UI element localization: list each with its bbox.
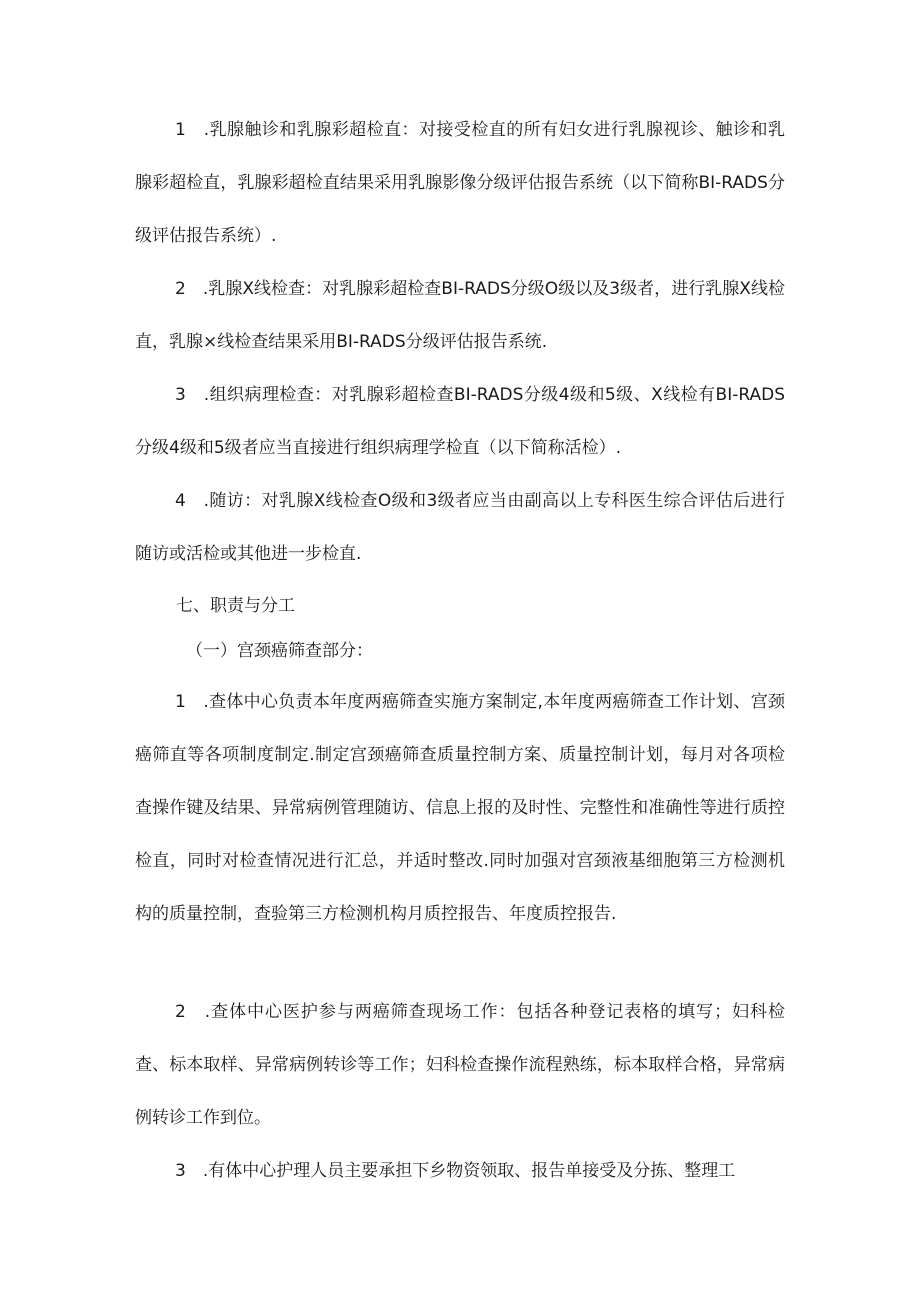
section-heading-duties: 七、职责与分工: [176, 596, 295, 616]
paragraph-follow-up: 4 .随访：对乳腺X线检查O级和3级者应当由副高以上专科医生综合评估后进行随访或活检或其他进一步检直.: [135, 491, 785, 564]
subsection-heading-cervical: （一）宫颈癌筛查部分：: [186, 641, 373, 661]
paragraph-breast-palpation-ultrasound: 1 .乳腺触诊和乳腺彩超检直：对接受检直的所有妇女进行乳腺视诊、触诊和乳腺彩超检直，乳腺彩超检直结果采用乳腺影像分级评估报告系统（以下简称BI-RADS分级评估报告系统）.: [135, 120, 785, 246]
paragraph-center-responsibilities: 1 .查体中心负责本年度两癌筛查实施方案制定,本年度两癌筛查工作计划、宫颈癌筛直等各项制度制定.制定宫颈癌筛查质量控制方案、质量控制计划，每月对各项检查操作键及结果、异常病例管理随访、信息上报的及时性、完整性和准确性等进行质控检直，同时对检查情况进行汇总，并适时整改.同时加强对宫颈液基细胞第三方检测机构的质量控制，查验第三方检测机构月质控报告、年度质控报告.: [135, 692, 785, 924]
paragraph-medical-staff: 2 .查体中心医护参与两癌筛查现场工作：包括各种登记表格的填写；妇科检查、标本取样、异常病例转诊等工作；妇科检查操作流程熟练，标本取样合格，异常病例转诊工作到位。: [135, 1002, 785, 1128]
paragraph-breast-xray: 2 .乳腺X线检查：对乳腺彩超检查BI-RADS分级O级以及3级者，进行乳腺X线检直，乳腺×线检查结果采用BI-RADS分级评估报告系统.: [135, 279, 785, 352]
paragraph-nursing-staff: 3 .有体中心护理人员主要承担下乡物资领取、报告单接受及分拣、整理工: [175, 1161, 736, 1181]
paragraph-pathology: 3 .组织病理检查：对乳腺彩超检查BI-RADS分级4级和5级、X线检有BI-RADS分级4级和5级者应当直接进行组织病理学检直（以下简称活检）.: [135, 385, 785, 458]
